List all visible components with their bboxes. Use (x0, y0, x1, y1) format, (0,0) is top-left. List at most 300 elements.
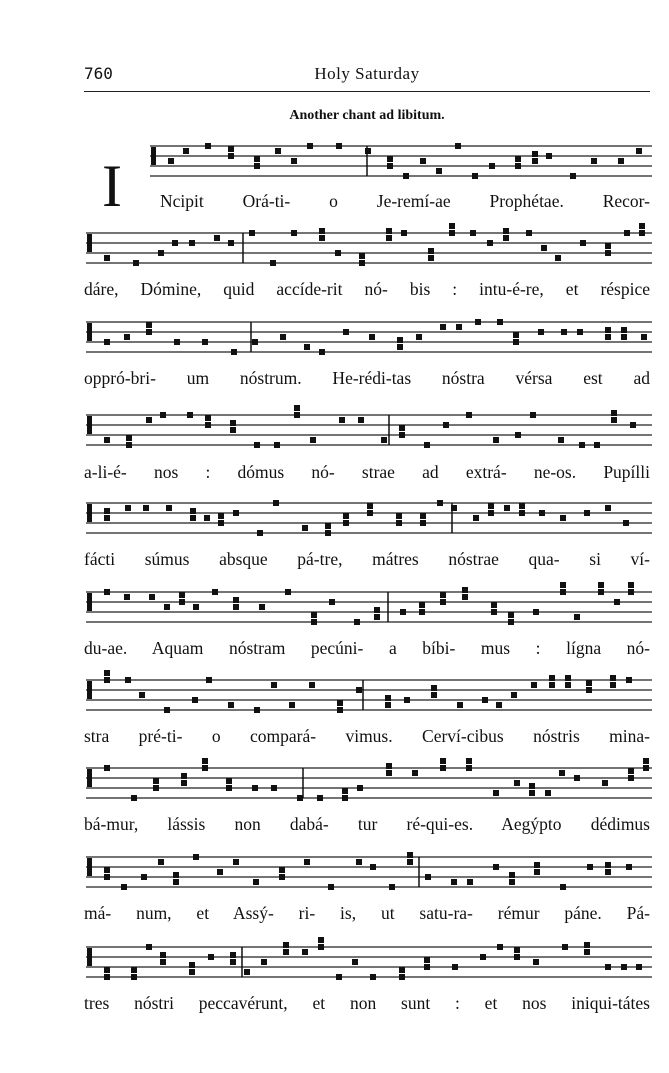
neume (626, 864, 632, 870)
neume (228, 153, 234, 159)
neume (605, 250, 611, 256)
neume (336, 974, 342, 980)
neume (386, 770, 392, 776)
neume (153, 778, 159, 784)
neume (565, 682, 571, 688)
neume (529, 783, 535, 789)
neume (558, 437, 564, 443)
neume (387, 156, 393, 162)
neume (104, 967, 110, 973)
lyric-line: oppró-bri- um nóstrum. He-rédi-tas nóstra vérsa est ad (84, 368, 650, 388)
neume (343, 520, 349, 526)
neume (358, 417, 364, 423)
neume (342, 788, 348, 794)
neume (420, 158, 426, 164)
neume (549, 675, 555, 681)
neume (519, 503, 525, 509)
neume (291, 230, 297, 236)
neume (514, 947, 520, 953)
neume (419, 609, 425, 615)
neume (202, 339, 208, 345)
neume (473, 515, 479, 521)
neume (261, 959, 267, 965)
neume (233, 510, 239, 516)
c-clef (87, 416, 92, 434)
neume (489, 163, 495, 169)
neume (307, 143, 313, 149)
c-clef (87, 948, 92, 966)
neume (487, 240, 493, 246)
neume (605, 869, 611, 875)
neume (449, 230, 455, 236)
neume (141, 874, 147, 880)
neume (431, 685, 437, 691)
neume (273, 500, 279, 506)
neume (146, 329, 152, 335)
neume (641, 334, 647, 340)
neume (532, 158, 538, 164)
neume (386, 228, 392, 234)
neume (158, 859, 164, 865)
neume (618, 158, 624, 164)
neume (428, 255, 434, 261)
running-title: Holy Saturday (314, 64, 420, 83)
neume (304, 859, 310, 865)
neume (226, 785, 232, 791)
neume (283, 949, 289, 955)
neume (179, 592, 185, 598)
neume (252, 785, 258, 791)
neume (529, 790, 535, 796)
neume (294, 412, 300, 418)
neume (467, 879, 473, 885)
neume (189, 240, 195, 246)
neume (104, 508, 110, 514)
neume (365, 148, 371, 154)
neume (146, 417, 152, 423)
neume (124, 594, 130, 600)
neume (514, 954, 520, 960)
neume (318, 944, 324, 950)
neume (131, 795, 137, 801)
neume (605, 243, 611, 249)
neume (190, 515, 196, 521)
neume (533, 609, 539, 615)
chant-staff (86, 937, 652, 980)
neume (397, 344, 403, 350)
neume (174, 339, 180, 345)
neume (369, 334, 375, 340)
neume (359, 260, 365, 266)
neume (160, 412, 166, 418)
neume (574, 775, 580, 781)
neume (396, 520, 402, 526)
neume (466, 412, 472, 418)
neume (104, 339, 110, 345)
neume (310, 437, 316, 443)
neume (208, 954, 214, 960)
neume (335, 250, 341, 256)
neume (424, 442, 430, 448)
neume (560, 582, 566, 588)
neume (104, 255, 110, 261)
neume (493, 790, 499, 796)
neume (416, 334, 422, 340)
neume (204, 515, 210, 521)
neume (513, 332, 519, 338)
neume (125, 505, 131, 511)
neume (401, 230, 407, 236)
neume (526, 230, 532, 236)
neume (621, 964, 627, 970)
neume (639, 223, 645, 229)
neume (304, 344, 310, 350)
neume (389, 884, 395, 890)
neume (367, 510, 373, 516)
neume (104, 677, 110, 683)
neume (166, 505, 172, 511)
neume (628, 582, 634, 588)
neume (164, 604, 170, 610)
neume (425, 874, 431, 880)
neume (420, 520, 426, 526)
neume (598, 582, 604, 588)
neume (352, 959, 358, 965)
neume (244, 969, 250, 975)
neume (440, 324, 446, 330)
neume (462, 587, 468, 593)
neume (233, 597, 239, 603)
neume (280, 334, 286, 340)
neume (386, 235, 392, 241)
neume (336, 143, 342, 149)
neume (475, 319, 481, 325)
neume (488, 503, 494, 509)
neume (541, 245, 547, 251)
neume (496, 702, 502, 708)
neume (357, 785, 363, 791)
neume (125, 677, 131, 683)
neume (621, 334, 627, 340)
neume (643, 758, 649, 764)
neume (534, 862, 540, 868)
neume (602, 780, 608, 786)
neume (279, 867, 285, 873)
neume (559, 770, 565, 776)
neume (440, 758, 446, 764)
neume (624, 230, 630, 236)
neume (419, 602, 425, 608)
neume (407, 859, 413, 865)
neume (385, 702, 391, 708)
neume (342, 795, 348, 801)
neume (509, 872, 515, 878)
neume (317, 795, 323, 801)
neume (181, 780, 187, 786)
neume (508, 612, 514, 618)
neume (399, 967, 405, 973)
neume (610, 682, 616, 688)
neume (626, 677, 632, 683)
neume (285, 589, 291, 595)
neume (508, 619, 514, 625)
neume (605, 327, 611, 333)
neume (584, 949, 590, 955)
neume (614, 599, 620, 605)
neume (497, 944, 503, 950)
neume (472, 173, 478, 179)
neume (193, 604, 199, 610)
neume (143, 505, 149, 511)
neume (230, 420, 236, 426)
neume (565, 675, 571, 681)
neume (187, 412, 193, 418)
neume (605, 505, 611, 511)
neume (319, 235, 325, 241)
neume (337, 700, 343, 706)
neume (462, 594, 468, 600)
neume (190, 508, 196, 514)
neume (515, 163, 521, 169)
lyric-line: tres nóstri peccavérunt, et non sunt : et nos iniqui-tátes (84, 993, 650, 1013)
lyric-line: stra pré-ti- o compará- vimus. Cerví-cibus nóstris mina- (84, 726, 650, 746)
neume (294, 405, 300, 411)
neume (531, 682, 537, 688)
neume (212, 589, 218, 595)
neume (231, 349, 237, 355)
c-clef (87, 681, 92, 699)
lyric-line: fácti súmus absque pá-tre, mátres nóstrae qua- si ví- (84, 549, 650, 569)
neume (598, 589, 604, 595)
neume (329, 599, 335, 605)
neume (424, 957, 430, 963)
neume (325, 523, 331, 529)
neume (574, 614, 580, 620)
neume (374, 607, 380, 613)
lyric-line: dáre, Dómine, quid accíde-rit nó- bis : intu-é-re, et réspice (84, 279, 650, 299)
neume (611, 417, 617, 423)
neume (560, 515, 566, 521)
neume (513, 339, 519, 345)
neume (560, 589, 566, 595)
lyric-line: a-li-é- nos : dómus nó- strae ad extrá- ne-os. Pupílli (84, 462, 650, 482)
neume (189, 962, 195, 968)
neume (104, 874, 110, 880)
neume (257, 530, 263, 536)
neume (452, 964, 458, 970)
neume (630, 422, 636, 428)
neume (202, 765, 208, 771)
neume (275, 148, 281, 154)
neume (605, 964, 611, 970)
neume (466, 758, 472, 764)
chant-staff (86, 852, 652, 890)
neume (311, 619, 317, 625)
neume (586, 687, 592, 693)
neume (443, 422, 449, 428)
neume (160, 952, 166, 958)
neume (271, 682, 277, 688)
neume (515, 432, 521, 438)
neume (532, 151, 538, 157)
neume (420, 513, 426, 519)
neume (291, 158, 297, 164)
neume (104, 437, 110, 443)
page-number: 760 (84, 64, 113, 83)
c-clef (87, 234, 92, 252)
neume (374, 614, 380, 620)
neume (455, 143, 461, 149)
neume (339, 417, 345, 423)
neume (562, 944, 568, 950)
c-clef (87, 593, 92, 611)
neume (399, 425, 405, 431)
neume (149, 594, 155, 600)
neume (404, 697, 410, 703)
neume (628, 589, 634, 595)
neume (160, 959, 166, 965)
chant-staff (86, 758, 652, 801)
neume (623, 520, 629, 526)
neume (403, 173, 409, 179)
neume (396, 513, 402, 519)
neume (104, 589, 110, 595)
neume (104, 515, 110, 521)
neume (539, 510, 545, 516)
neume (189, 969, 195, 975)
neume (146, 322, 152, 328)
neume (252, 339, 258, 345)
lyric-line: Ncipit Orá-ti- o Je-remí-ae Prophétae. Recor- (160, 191, 650, 211)
neume (570, 173, 576, 179)
chant-staff (86, 670, 652, 713)
neume (254, 163, 260, 169)
neume (270, 260, 276, 266)
neume (587, 864, 593, 870)
neume (153, 785, 159, 791)
neume (104, 867, 110, 873)
neume (534, 869, 540, 875)
neume (436, 168, 442, 174)
neume (643, 765, 649, 771)
neume (233, 604, 239, 610)
neume (611, 410, 617, 416)
c-clef (87, 504, 92, 522)
neume (530, 412, 536, 418)
neume (356, 859, 362, 865)
neume (370, 864, 376, 870)
neume (283, 942, 289, 948)
neume (173, 872, 179, 878)
neume (503, 228, 509, 234)
neume (488, 510, 494, 516)
neume (146, 944, 152, 950)
neume (514, 780, 520, 786)
neume (164, 707, 170, 713)
neume (253, 879, 259, 885)
neume (126, 442, 132, 448)
neume (584, 942, 590, 948)
neume (519, 510, 525, 516)
lyric-line: má- num, et Assý- ri- is, ut satu-ra- rémur páne. Pá- (84, 903, 650, 923)
neume (493, 864, 499, 870)
neume (470, 230, 476, 236)
section-heading: Another chant ad libitum. (289, 108, 445, 123)
chant-staff (86, 223, 652, 266)
neume (214, 235, 220, 241)
neume (466, 765, 472, 771)
neume (538, 329, 544, 335)
neume (181, 773, 187, 779)
neume (104, 974, 110, 980)
chant-staff (150, 143, 652, 179)
initial-letter: I (102, 153, 122, 219)
neume (440, 765, 446, 771)
neume (440, 599, 446, 605)
neume (289, 702, 295, 708)
neume (509, 879, 515, 885)
neume (610, 675, 616, 681)
neume (205, 415, 211, 421)
neume (131, 967, 137, 973)
c-clef (151, 147, 156, 165)
neume (172, 240, 178, 246)
neume (318, 937, 324, 943)
neume (594, 442, 600, 448)
neume (139, 692, 145, 698)
neume (381, 437, 387, 443)
neume (503, 235, 509, 241)
neume (205, 422, 211, 428)
neume (158, 250, 164, 256)
neume (179, 599, 185, 605)
neume (579, 442, 585, 448)
neume (218, 520, 224, 526)
neume (183, 148, 189, 154)
neume (259, 604, 265, 610)
neume (431, 692, 437, 698)
neume (226, 778, 232, 784)
neume (173, 879, 179, 885)
neume (168, 158, 174, 164)
neume (230, 959, 236, 965)
neume (228, 702, 234, 708)
neume (515, 156, 521, 162)
neume (325, 530, 331, 536)
neume (343, 329, 349, 335)
neume (274, 442, 280, 448)
neume (386, 763, 392, 769)
neume (533, 959, 539, 965)
neume (407, 852, 413, 858)
neume (456, 324, 462, 330)
neume (202, 758, 208, 764)
neume (193, 854, 199, 860)
neume (482, 697, 488, 703)
neume (228, 240, 234, 246)
neume (636, 964, 642, 970)
neume (555, 255, 561, 261)
neume (580, 240, 586, 246)
neume (230, 952, 236, 958)
neume (628, 775, 634, 781)
neume (451, 879, 457, 885)
neume (254, 707, 260, 713)
neume (491, 609, 497, 615)
neume (397, 337, 403, 343)
neume (545, 790, 551, 796)
neume (126, 435, 132, 441)
